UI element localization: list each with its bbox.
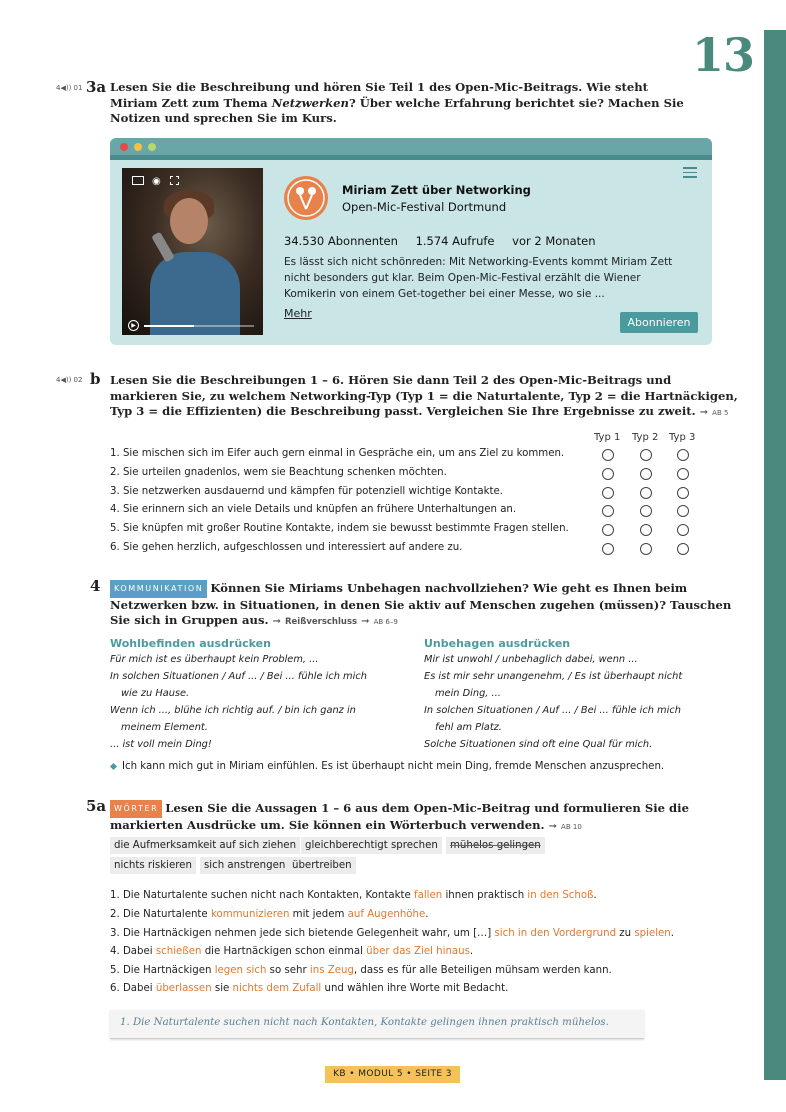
play-icon[interactable]: ▶: [128, 320, 139, 331]
description-item: 2. Sie urteilen gnadenlos, wem sie Beachtung schenken möchten.: [110, 467, 447, 478]
window-title-bar: [110, 138, 712, 155]
statement-line: [110, 909, 428, 920]
discomfort-phrase: mein Ding, ...: [435, 688, 501, 699]
expression-chip[interactable]: übertreiben: [288, 857, 356, 874]
statement-line: [110, 983, 508, 994]
upload-age: vor 2 Monaten: [512, 234, 596, 248]
type-radio[interactable]: [677, 524, 689, 536]
window-maximize-dot[interactable]: [148, 143, 156, 151]
statement-text: 2. Die Naturtalente: [110, 909, 211, 920]
statement-text: ihnen praktisch: [442, 890, 528, 901]
type-radio[interactable]: [677, 505, 689, 517]
wellbeing-title: Wohlbefinden ausdrücken: [110, 637, 271, 650]
workbook-ref-5a[interactable]: AB 10: [561, 822, 582, 831]
statement-text: .: [670, 928, 675, 939]
description-item: 1. Sie mischen sich im Eifer auch gern einmal in Gespräche ein, um ans Ziel zu kommen.: [110, 448, 565, 459]
window-strip: [110, 155, 712, 160]
wellbeing-phrase: ... ist voll mein Ding!: [110, 739, 212, 750]
description-item: 5. Sie knüpfen mit großer Routine Kontakte, indem sie bewusst bestimmte Fragen stellen.: [110, 523, 569, 534]
discomfort-title: Unbehagen ausdrücken: [424, 637, 571, 650]
type-radio[interactable]: [677, 487, 689, 499]
description-item: 4. Sie erinnern sich an viele Details und knüpfen an frühere Unterhaltungen an.: [110, 504, 517, 515]
statement-text: und wählen ihre Worte mit Bedacht.: [321, 983, 509, 994]
highlighted-expression: schießen: [155, 946, 202, 957]
wellbeing-phrase: In solchen Situationen / Auf ... / Bei ... fühle ich mich: [110, 671, 367, 682]
chapter-sidebar-bar: [764, 30, 786, 1080]
type-radio[interactable]: [640, 487, 652, 499]
channel-avatar[interactable]: [284, 176, 328, 220]
type-radio[interactable]: [602, 468, 614, 480]
type-radio[interactable]: [640, 468, 652, 480]
audio-reference-3b[interactable]: 4◀)) 02: [56, 376, 83, 384]
exercise-number-3a: 3a: [86, 78, 107, 96]
expression-chips-row: [110, 857, 610, 874]
exercise-number-3b: b: [90, 370, 101, 388]
workbook-ref-3b[interactable]: AB 5: [712, 409, 729, 417]
statement-text: zu: [616, 928, 635, 939]
window-minimize-dot[interactable]: [134, 143, 142, 151]
expression-chip-used[interactable]: mühelos gelingen: [446, 837, 545, 854]
description-item: 6. Sie gehen herzlich, aufgeschlossen und interessiert auf andere zu.: [110, 542, 463, 553]
menu-icon[interactable]: [683, 167, 697, 177]
exercise-3a-instruction: Lesen Sie die Beschreibung und hören Sie Teil 1 des Open-Mic-Beitrags. Wie steht Miriam Zett zum Thema Netzwerken? Über welche Erfahrung berichtet sie? Machen Sie Notizen und sprechen Sie im Kurs.: [110, 80, 684, 125]
video-player[interactable]: [122, 168, 263, 335]
type-radio[interactable]: [602, 487, 614, 499]
statement-text: 1. Die Naturtalente suchen nicht nach Kontakten, Kontakte: [110, 890, 414, 901]
type-radio[interactable]: [640, 543, 652, 555]
video-stats: [284, 234, 610, 248]
statement-text: , dass es für alle Beteiligen mühsam werden kann.: [353, 965, 612, 976]
channel-title: Miriam Zett über Networking: [342, 183, 531, 197]
channel-subtitle: Open-Mic-Festival Dortmund: [342, 200, 507, 214]
type-radio[interactable]: [640, 449, 652, 461]
statement-text: mit jedem: [289, 909, 348, 920]
statement-text: 6. Dabei: [110, 983, 156, 994]
wellbeing-phrase: Für mich ist es überhaupt kein Problem, ...: [110, 654, 319, 665]
type-header-3: Typ 3: [669, 432, 696, 443]
exercise-5a-instruction: WÖRTER Lesen Sie die Aussagen 1 – 6 aus dem Open-Mic-Beitrag und formulieren Sie die markierten Ausdrücke um. Sie können ein Wörterbuch verwenden. ➞ AB 10: [110, 801, 689, 832]
performer-head: [170, 198, 208, 244]
discomfort-phrase: fehl am Platz.: [435, 722, 502, 733]
type-radio[interactable]: [602, 524, 614, 536]
answer-note[interactable]: [110, 1010, 644, 1039]
reissverschluss-ref[interactable]: Reißverschluss: [285, 617, 358, 627]
statement-line: [110, 928, 674, 939]
statement-text: 5. Die Hartnäckigen: [110, 965, 215, 976]
expression-chip[interactable]: die Aufmerksamkeit auf sich ziehen: [110, 837, 300, 854]
exercise-number-5a: 5a: [86, 797, 107, 815]
arrow-icon: ➞: [548, 820, 557, 832]
statement-line: [110, 946, 473, 957]
volume-icon[interactable]: ◉: [152, 176, 161, 187]
page-footer: KB • MODUL 5 • SEITE 3: [325, 1066, 460, 1083]
type-header-2: Typ 2: [632, 432, 659, 443]
type-radio[interactable]: [602, 543, 614, 555]
type-radio[interactable]: [677, 468, 689, 480]
discomfort-phrase: Mir ist unwohl / unbehaglich dabei, wenn ...: [424, 654, 638, 665]
handwritten-answer: 1. Die Naturtalente suchen nicht nach Kontakten, Kontakte gelingen ihnen praktisch mühelos.: [120, 1017, 609, 1028]
progress-fill: [144, 325, 194, 327]
picture-in-picture-icon[interactable]: [132, 176, 144, 185]
exercise-3b-instruction: Lesen Sie die Beschreibungen 1 – 6. Hören Sie dann Teil 2 des Open-Mic-Beitrags und markieren Sie, zu welchem Networking-Typ (Typ 1 = die Naturtalente, Typ 2 = die Hartnäckigen, Typ 3 = die Effizienten) die Beschreibung passt. Vergleichen Sie Ihre Ergebnisse zu zweit. ➞ AB 5: [110, 373, 738, 418]
highlighted-expression: überlassen: [155, 983, 212, 994]
type-radio[interactable]: [677, 543, 689, 555]
expression-chip[interactable]: gleichberechtigt sprechen: [301, 837, 442, 854]
subscribe-button[interactable]: Abonnieren: [620, 312, 698, 333]
chapter-number: 13: [692, 28, 755, 82]
type-header-1: Typ 1: [594, 432, 621, 443]
highlighted-expression: fallen: [414, 890, 443, 901]
type-radio[interactable]: [602, 449, 614, 461]
discomfort-phrase: Es ist mir sehr unangenehm, / Es ist überhaupt nicht: [424, 671, 683, 682]
performer-body: [150, 252, 240, 335]
more-link[interactable]: Mehr: [284, 307, 312, 320]
statement-text: .: [593, 890, 597, 901]
arrow-icon: ➞: [699, 407, 709, 418]
highlighted-expression: legen sich: [214, 965, 267, 976]
statement-text: so sehr: [266, 965, 310, 976]
discomfort-phrase: Solche Situationen sind oft eine Qual für mich.: [424, 739, 653, 750]
wellbeing-phrase: wie zu Hause.: [121, 688, 190, 699]
window-close-dot[interactable]: [120, 143, 128, 151]
statement-text: .: [469, 946, 474, 957]
statement-text: 3. Die Hartnäckigen nehmen jede sich bietende Gelegenheit wahr, um […]: [110, 928, 495, 939]
statement-line: [110, 965, 612, 976]
video-description: Es lässt sich nicht schönreden: Mit Networking-Events kommt Miriam Zett nicht besonders gut klar. Beim Open-Mic-Festival erzählt die Wiener Komikerin von einem Get-together bei einer Messe, wo sie ...: [284, 256, 673, 300]
type-radio[interactable]: [602, 505, 614, 517]
subscriber-count: 34.530 Abonnenten: [284, 234, 398, 248]
highlighted-expression: nichts dem Zufall: [232, 983, 322, 994]
expression-chip[interactable]: sich anstrengen: [200, 857, 289, 874]
highlighted-expression: ins Zeug: [309, 965, 354, 976]
progress-bar[interactable]: [144, 325, 254, 327]
statement-text: sie: [211, 983, 233, 994]
highlighted-expression: sich in den Vordergrund: [494, 928, 617, 939]
discomfort-phrase: In solchen Situationen / Auf ... / Bei ... fühle ich mich: [424, 705, 681, 716]
example-sentence: Ich kann mich gut in Miriam einfühlen. Es ist überhaupt nicht mein Ding, fremde Menschen anzusprechen.: [122, 761, 665, 772]
expression-chips-row: [110, 837, 610, 854]
expression-chip[interactable]: nichts riskieren: [110, 857, 196, 874]
workbook-ref-4[interactable]: AB 6–9: [373, 618, 398, 626]
fullscreen-icon[interactable]: [170, 176, 179, 185]
exercise-4-instruction: KOMMUNIKATION Können Sie Miriams Unbehagen nachvollziehen? Wie geht es Ihnen beim Netzwerken bzw. in Situationen, in denen Sie aktiv auf Menschen zugehen (müssen)? Tauschen Sie sich in Gruppen aus. ➞ Reißverschluss ➞ AB 6–9: [110, 581, 732, 627]
type-radio[interactable]: [640, 524, 652, 536]
highlighted-expression: über das Ziel hinaus: [366, 946, 470, 957]
wellbeing-phrase: meinem Element.: [121, 722, 208, 733]
description-item: 3. Sie netzwerken ausdauernd und kämpfen für potenziell wichtige Kontakte.: [110, 486, 503, 497]
view-count: 1.574 Aufrufe: [415, 234, 495, 248]
highlighted-expression: auf Augenhöhe: [347, 909, 426, 920]
wellbeing-phrase: Wenn ich ..., blühe ich richtig auf. / bin ich ganz in: [110, 705, 356, 716]
arrow-icon: ➞: [361, 616, 370, 627]
statement-text: die Hartnäckigen schon einmal: [201, 946, 367, 957]
microphone: [151, 232, 175, 263]
words-tag: WÖRTER: [110, 800, 162, 818]
video-card: [110, 138, 712, 345]
exercise-number-4: 4: [90, 577, 101, 595]
type-radio[interactable]: [677, 449, 689, 461]
statement-text: 4. Dabei: [110, 946, 156, 957]
communication-tag: KOMMUNIKATION: [110, 580, 207, 598]
audio-reference-3a[interactable]: 4◀)) 01: [56, 84, 83, 92]
arrow-icon: ➞: [272, 616, 281, 627]
highlighted-expression: kommunizieren: [210, 909, 290, 920]
microphones-icon: [284, 176, 328, 220]
statement-line: [110, 890, 597, 901]
bullet-icon: [110, 763, 117, 770]
highlighted-expression: spielen: [634, 928, 671, 939]
statement-text: .: [425, 909, 429, 920]
type-radio[interactable]: [640, 505, 652, 517]
highlighted-expression: in den Schoß: [527, 890, 594, 901]
